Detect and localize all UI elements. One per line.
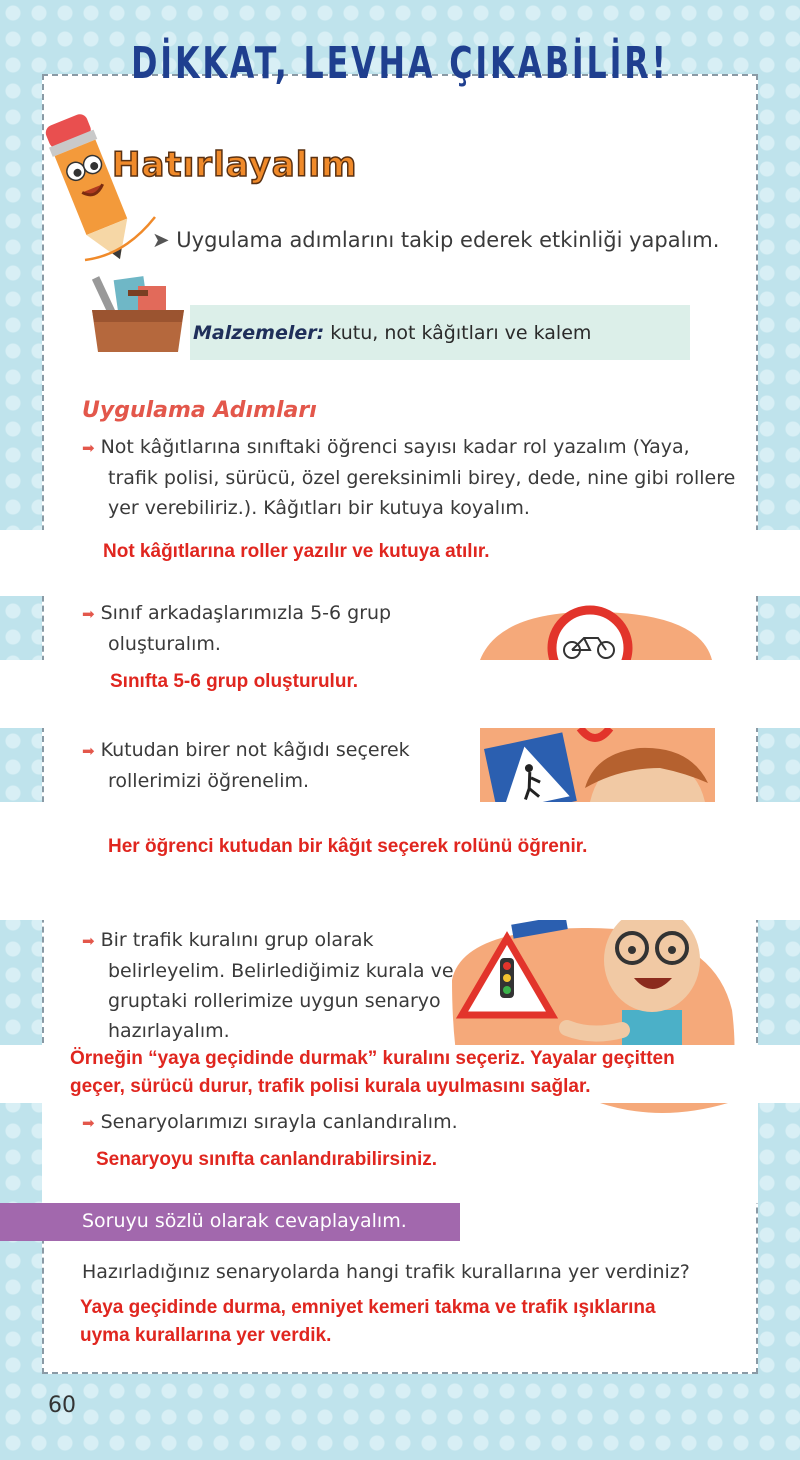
question-heading: Soruyu sözlü olarak cevaplayalım.: [82, 1210, 407, 1232]
pencil-mascot-icon: [30, 105, 160, 270]
bullet-icon: ➡: [82, 932, 95, 950]
instruction: ➤ Uygulama adımlarını takip ederek etkinliği yapalım.: [152, 228, 720, 252]
steps-heading: Uygulama Adımları: [82, 398, 317, 423]
bullet-icon: ➡: [82, 439, 95, 457]
materials-text: [193, 322, 591, 344]
answer-1: Not kâğıtlarına roller yazılır ve kutuya atılır.: [103, 541, 490, 562]
materials-label: Malzemeler:: [193, 322, 325, 344]
recall-heading: Hatırlayalım: [112, 145, 358, 185]
step-2: ➡ Sınıf arkadaşlarımızla 5-6 grup oluşturalım.: [82, 602, 392, 655]
page-number: 60: [48, 1393, 76, 1418]
question-text: Hazırladığınız senaryolarda hangi trafik kurallarına yer verdiniz?: [82, 1261, 690, 1283]
shape-edge: [600, 1103, 730, 1117]
step-3: ➡ Kutudan birer not kâğıdı seçerek rollerimizi öğrenelim.: [82, 739, 410, 792]
bicycle-sign-illustration: [480, 600, 715, 660]
page-title: DİKKAT, LEVHA ÇIKABİLİR!: [131, 38, 669, 89]
answer-3: Her öğrenci kutudan bir kâğıt seçerek rolünü öğrenir.: [108, 836, 588, 857]
question-answer: Yaya geçidinde durma, emniyet kemeri takma ve trafik ışıklarına uyma kurallarına yer verdik.: [80, 1297, 656, 1346]
bullet-icon: ➡: [82, 1114, 95, 1132]
answer-2: Sınıfta 5-6 grup oluşturulur.: [110, 671, 359, 692]
answer-band-3: [0, 802, 800, 920]
materials-items: kutu, not kâğıtları ve kalem: [330, 322, 592, 344]
step-1: ➡ Not kâğıtlarına sınıftaki öğrenci sayısı kadar rol yazalım (Yaya, trafik polisi, sürücü, özel gereksinimli birey, dede, nine gibi rollere yer verebiliriz.). Kâğıtları bir kutuya koyalım.: [82, 436, 736, 519]
answer-5: Senaryoyu sınıfta canlandırabilirsiniz.: [96, 1149, 438, 1170]
step-5: ➡ Senaryolarımızı sırayla canlandıralım.: [82, 1111, 458, 1133]
bullet-icon: ➡: [82, 605, 95, 623]
bullet-icon: ➡: [82, 742, 95, 760]
answer-4: Örneğin “yaya geçidinde durmak” kuralını seçeriz. Yayalar geçitten geçer, sürücü durur, trafik polisi kurala uyulmasını sağlar.: [70, 1048, 675, 1097]
pedestrian-crossing-illustration: [480, 728, 715, 802]
toolbox-icon: [78, 272, 198, 360]
step-4: ➡ Bir trafik kuralını grup olarak belirleyelim. Belirlediğimiz kurala ve gruptaki rollerimize uygun senaryo hazırlayalım.: [82, 929, 454, 1042]
